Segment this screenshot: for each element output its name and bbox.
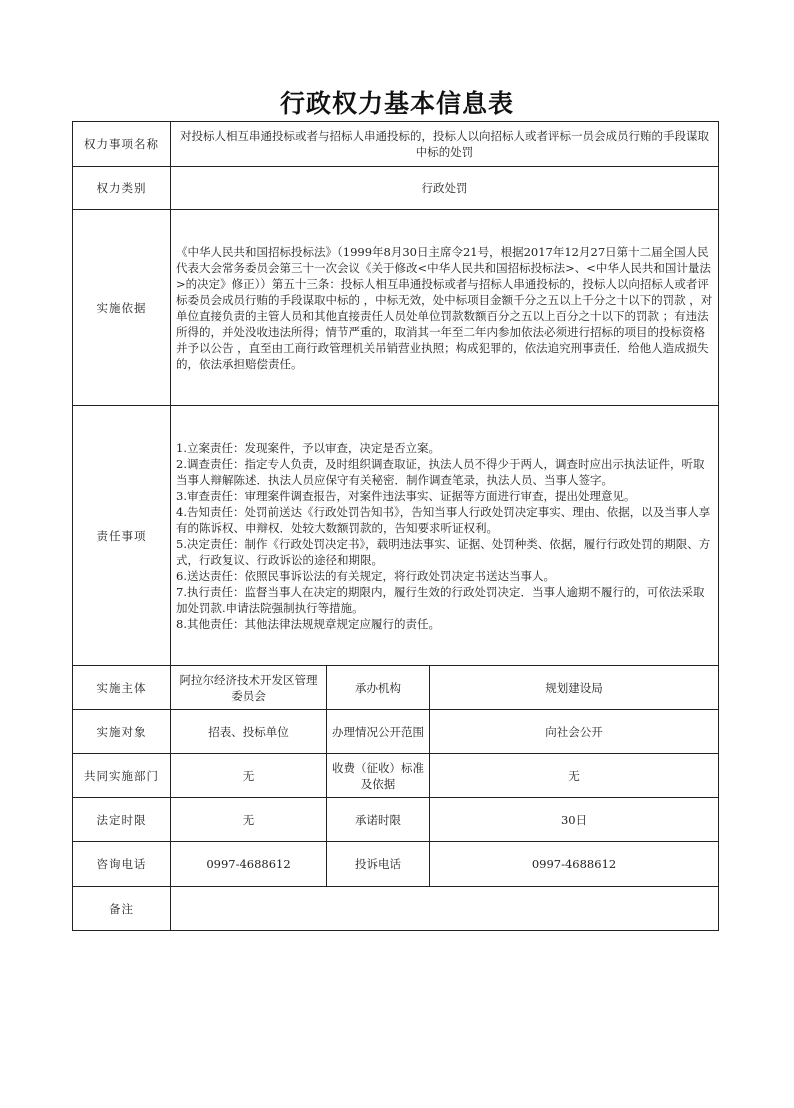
row-basis [73, 210, 719, 406]
info-table [72, 121, 719, 931]
row-power-category [73, 167, 719, 210]
handling-agency-label: 承办机构 [327, 666, 430, 710]
duty-item: 2.调查责任：指定专人负责，及时组织调查取证，执法人员不得少于两人，调查时应出示执法证件，听取当事人辩解陈述．执法人员应保守有关秘密．制作调查笔录，执法人员、当事人签字。 [176, 456, 705, 487]
handling-agency-value: 规划建设局 [430, 666, 719, 710]
promised-time-value: 30日 [430, 798, 719, 842]
duties-list [171, 406, 719, 666]
duty-item: 3.审查责任：审理案件调查报告，对案件违法事实、证据等方面进行审查，提出处理意见。 [176, 488, 636, 503]
complaint-phone-label: 投诉电话 [327, 842, 430, 887]
joint-dept-label: 共同实施部门 [73, 754, 171, 798]
basis-value: 《中华人民共和国招标投标法》（1999年8月30日主席令21号，根据2017年12月27日第十二届全国人民代表大会常务委员会第三十一次会议《关于修改<中华人民共和国招标投标法>、<中华人民共和国计量法>的决定》修正））第五十三条：投标人相互串通投标或者与招标人串通投标的，投标人以向招标人或者评标委员会成员行贿的手段谋取中标的 ，中标无效，处中标项目金额千分之五以上千分之十以下的罚款 ，对单位直接负责的主管人员和其他直接责任人员处单位罚款数额百分之五以上百分之十以下的罚款 ；有违法所得的，并处没收违法所得；情节严重的，取消其一年至二年内参加依法必须进行招标的项目的投标资格并予以公告 ，直至由工商行政管理机关吊销营业执照；构成犯罪的，依法追究刑事责任．给他人造成损失的，依法承担赔偿责任。 [171, 210, 719, 406]
fee-standard-value: 无 [430, 754, 719, 798]
duty-item: 7.执行责任：监督当事人在决定的期限内，履行生效的行政处罚决定．当事人逾期不履行的，可依法采取加处罚款.申请法院强制执行等措施。 [176, 584, 705, 615]
remark-value [171, 887, 719, 931]
row-subject [73, 666, 719, 710]
duty-item: 8.其他责任：其他法律法规规章规定应履行的责任。 [176, 616, 440, 631]
inquiry-phone-label: 咨询电话 [73, 842, 171, 887]
row-target [73, 710, 719, 754]
row-joint [73, 754, 719, 798]
power-category-label: 权力类别 [73, 167, 171, 210]
disclosure-scope-label: 办理情况公开范围 [327, 710, 430, 754]
target-label: 实施对象 [73, 710, 171, 754]
subject-value: 阿拉尔经济技术开发区管理委员会 [171, 666, 327, 710]
row-duties [73, 406, 719, 666]
row-power-name [73, 122, 719, 167]
complaint-phone-value: 0997-4688612 [430, 842, 719, 887]
remark-label: 备注 [73, 887, 171, 931]
subject-label: 实施主体 [73, 666, 171, 710]
target-value: 招表、投标单位 [171, 710, 327, 754]
duty-item: 6.送达责任：依照民事诉讼法的有关规定，将行政处罚决定书送达当事人。 [176, 568, 555, 583]
joint-dept-value: 无 [171, 754, 327, 798]
promised-time-label: 承诺时限 [327, 798, 430, 842]
power-name-label: 权力事项名称 [73, 122, 171, 167]
row-time [73, 798, 719, 842]
disclosure-scope-value: 向社会公开 [430, 710, 719, 754]
duties-label: 责任事项 [73, 406, 171, 666]
document-title: 行政权力基本信息表 [279, 89, 514, 118]
basis-label: 实施依据 [73, 210, 171, 406]
duty-item: 1.立案责任：发现案件，予以审查，决定是否立案。 [176, 440, 440, 455]
legal-time-value: 无 [171, 798, 327, 842]
row-remark [73, 887, 719, 931]
duty-item: 4.告知责任：处罚前送达《行政处罚告知书》，告知当事人行政处罚决定事实、理由、依据，以及当事人享有的陈诉权、申辩权．处较大数额罚款的，告知要求听证权利。 [176, 504, 711, 535]
row-phone [73, 842, 719, 887]
power-name-value: 对投标人相互串通投标或者与招标人串通投标的，投标人以向招标人或者评标一员会成员行贿的手段谋取中标的处罚 [171, 122, 719, 167]
legal-time-label: 法定时限 [73, 798, 171, 842]
duty-item: 5.决定责任：制作《行政处罚决定书》，载明违法事实、证据、处罚种类、依据，履行行政处罚的期限、方式，行政复议、行政诉讼的途径和期限。 [176, 536, 711, 567]
power-category-value: 行政处罚 [171, 167, 719, 210]
fee-standard-label: 收费（征收）标准及依据 [327, 754, 430, 798]
inquiry-phone-value: 0997-4688612 [171, 842, 327, 887]
